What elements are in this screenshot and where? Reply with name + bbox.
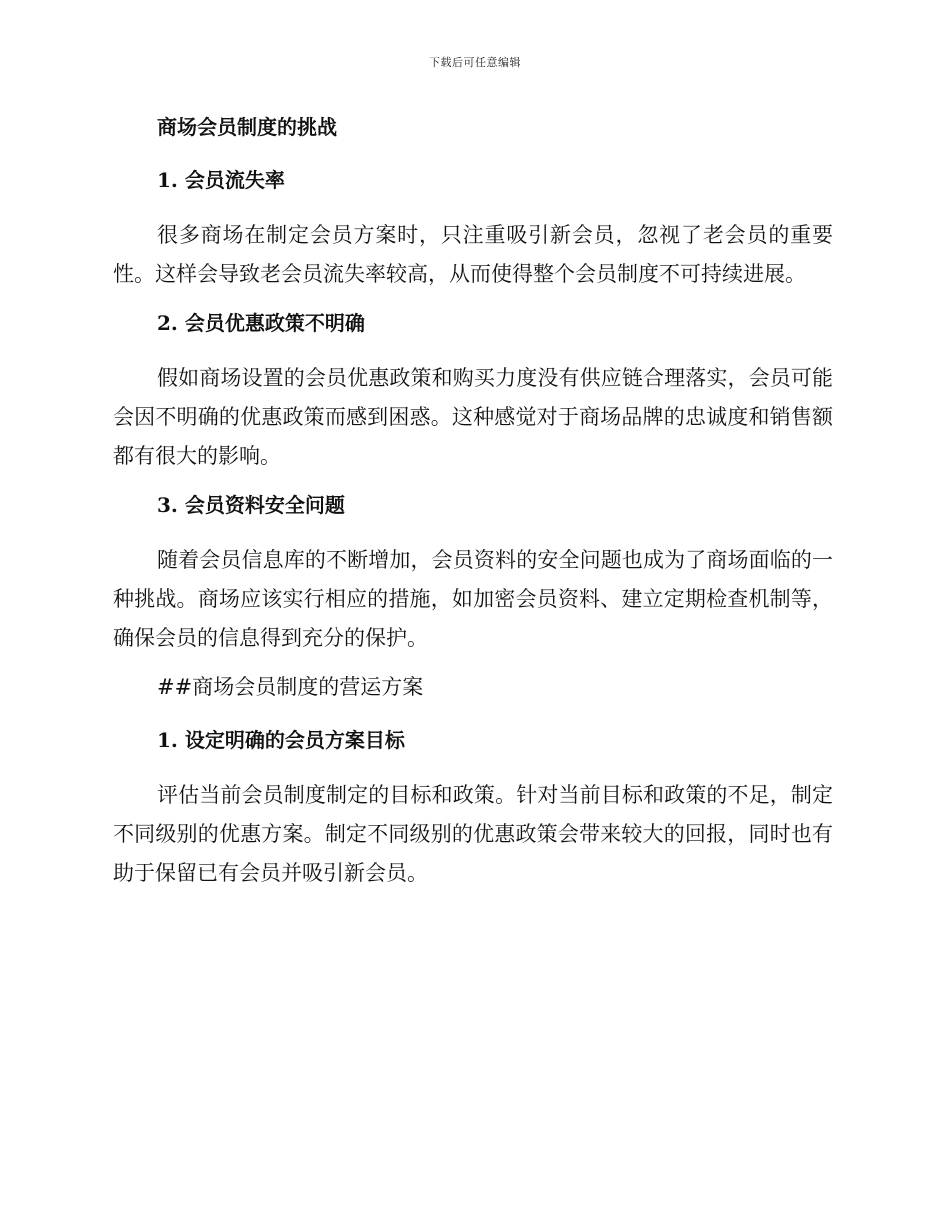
subheading-discount-policy: 2. 会员优惠政策不明确 [157,311,365,335]
section-title: 商场会员制度的挑战 [157,115,337,139]
header-note: 下载后可任意编辑 [429,56,521,69]
paragraph-data-security: 随着会员信息库的不断增加，会员资料的安全问题也成为了商场面临的一种挑战。商场应该实行相应的措施，如加密会员资料、建立定期检查机制等，确保会员的信息得到充分的保护。 [113,548,833,650]
paragraph-member-churn: 很多商场在制定会员方案时，只注重吸引新会员，忽视了老会员的重要性。这样会导致老会员流失率较高，从而使得整个会员制度不可持续进展。 [113,223,833,286]
document-body [113,110,833,905]
section-title-operations: ##商场会员制度的营运方案 [157,675,424,699]
subheading-member-churn: 1. 会员流失率 [157,168,285,192]
subheading-set-goals: 1. 设定明确的会员方案目标 [157,728,405,752]
paragraph-discount-policy: 假如商场设置的会员优惠政策和购买力度没有供应链合理落实，会员可能会因不明确的优惠政策而感到困惑。这种感觉对于商场品牌的忠诚度和销售额都有很大的影响。 [113,366,833,468]
subheading-data-security: 3. 会员资料安全问题 [157,493,345,517]
paragraph-set-goals: 评估当前会员制度制定的目标和政策。针对当前目标和政策的不足，制定不同级别的优惠方案。制定不同级别的优惠政策会带来较大的回报，同时也有助于保留已有会员并吸引新会员。 [113,783,833,885]
